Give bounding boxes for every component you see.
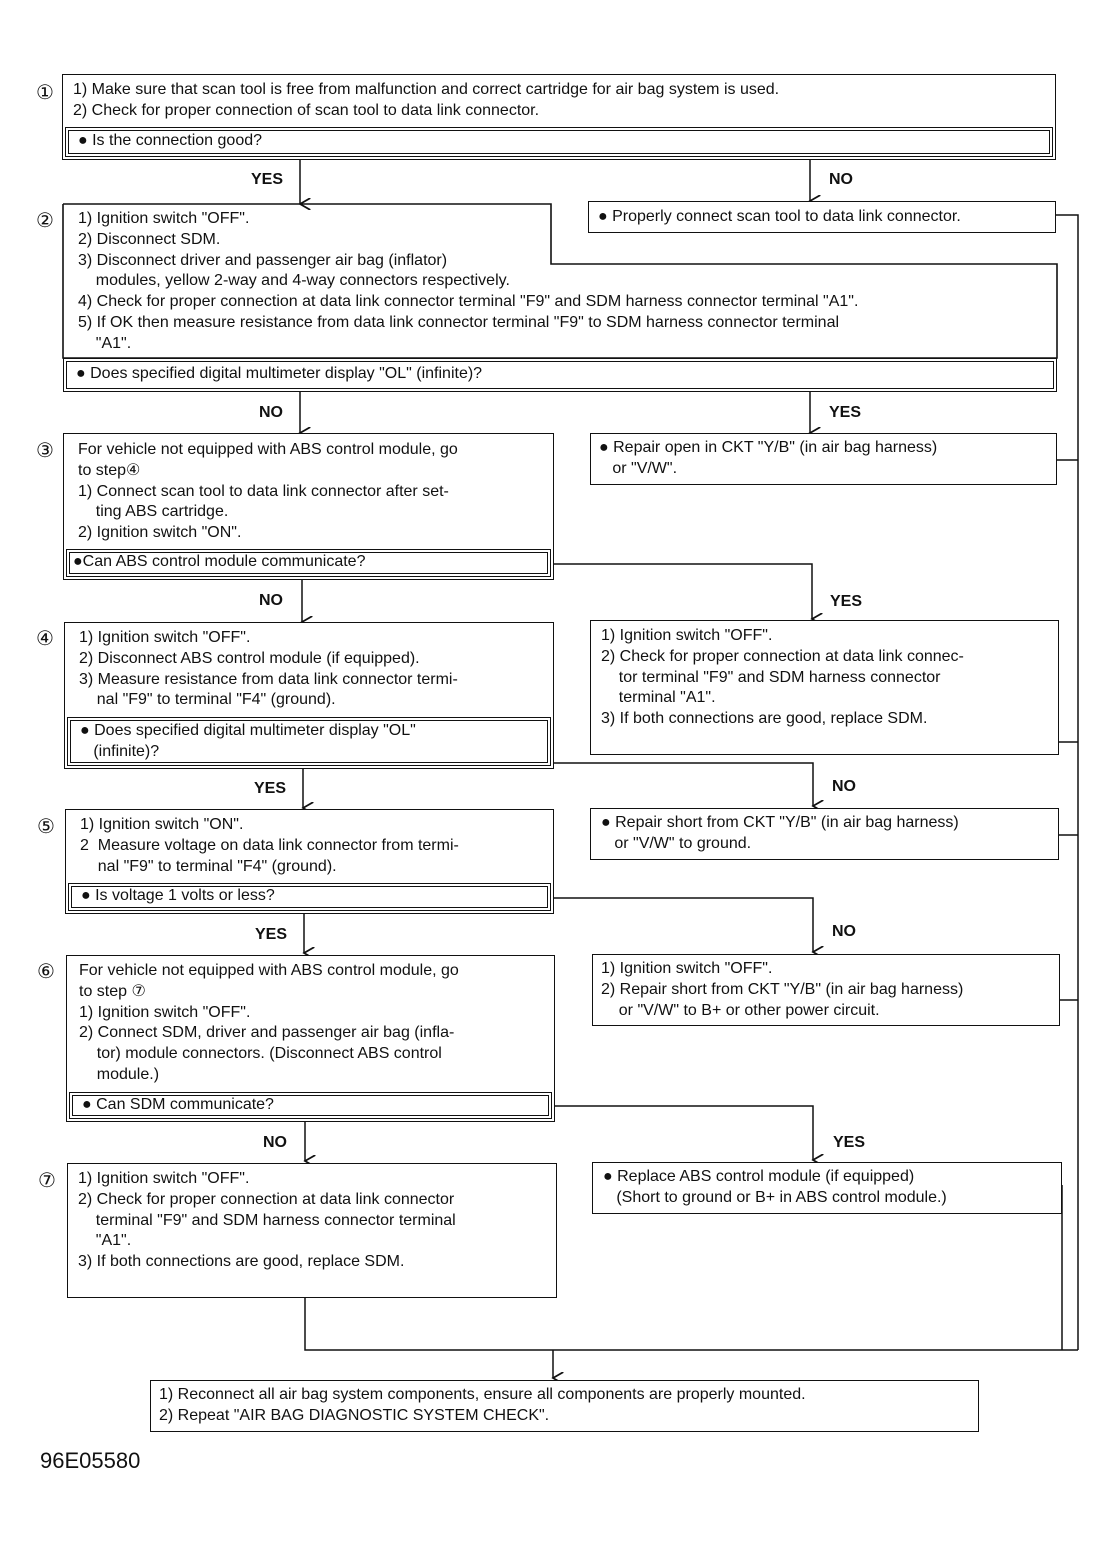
step-2-yes-action bbox=[590, 433, 1057, 485]
step-1-line: 2) Check for proper connection of scan tool to data link connector. bbox=[73, 101, 540, 119]
step-4-line: 3) Measure resistance from data link connector termi- bbox=[79, 670, 458, 688]
step-3-line: 1) Connect scan tool to data link connector after set- bbox=[78, 482, 449, 500]
step-2-line: 4) Check for proper connection at data link connector terminal "F9" and SDM harness connector terminal "A1". bbox=[78, 293, 859, 311]
step-6-line: 1) Ignition switch "OFF". bbox=[79, 1003, 251, 1021]
step-7-line: "A1". bbox=[78, 1232, 132, 1250]
step-2-line: "A1". bbox=[78, 334, 132, 352]
step-1-line: 1) Make sure that scan tool is free from malfunction and correct cartridge for air bag system is used. bbox=[73, 81, 780, 98]
step-6-line: For vehicle not equipped with ABS control module, go bbox=[79, 962, 459, 979]
step-6-yes-action-line: (Short to ground or B+ in ABS control module.) bbox=[603, 1188, 947, 1206]
step-5-no-action bbox=[592, 954, 1060, 1026]
step-4-box bbox=[64, 622, 554, 769]
step-3-question-box bbox=[66, 549, 551, 577]
step-3-question: ●Can ABS control module communicate? bbox=[73, 553, 366, 570]
step-5-no-action-line: 1) Ignition switch "OFF". bbox=[601, 960, 773, 977]
step-6-line: to step ⑦ bbox=[79, 982, 146, 1000]
step-4-question-line: (infinite)? bbox=[80, 742, 160, 760]
step-2-line: 5) If OK then measure resistance from data link connector terminal "F9" to SDM harness connector terminal bbox=[78, 313, 840, 331]
figure-id: 96E05580 bbox=[40, 1448, 141, 1473]
step-6-yes-action bbox=[592, 1162, 1062, 1214]
step-6-question: ● Can SDM communicate? bbox=[82, 1096, 274, 1113]
step-4-no-action-line: ● Repair short from CKT "Y/B" (in air bag harness) bbox=[601, 814, 959, 831]
step-2-question: ● Does specified digital multimeter display "OL" (infinite)? bbox=[76, 365, 483, 382]
step-3-line: ting ABS cartridge. bbox=[78, 503, 229, 521]
step-2-yes-label: YES bbox=[829, 404, 862, 421]
step-5-line: nal "F9" to terminal "F4" (ground). bbox=[80, 857, 337, 875]
step-5-no-label: NO bbox=[832, 923, 856, 940]
step-3-yes-label: YES bbox=[830, 593, 863, 610]
step-3-line: to step④ bbox=[78, 461, 141, 479]
step-4-yes-label: YES bbox=[254, 780, 287, 797]
step-2-line: 1) Ignition switch "OFF". bbox=[78, 210, 250, 227]
step-2-number: ② bbox=[36, 210, 54, 232]
step-5-no-action-line: 2) Repair short from CKT "Y/B" (in air bag harness) bbox=[601, 980, 964, 998]
step-4-no-action bbox=[590, 808, 1059, 860]
step-3-yes-action-line: terminal "A1". bbox=[601, 689, 716, 707]
step-5-question-box bbox=[68, 883, 551, 911]
final-box bbox=[150, 1380, 979, 1432]
arrow-6-yes bbox=[553, 1106, 813, 1160]
step-2-no-label: NO bbox=[259, 404, 283, 421]
step-5-box bbox=[65, 809, 554, 914]
step-5-question: ● Is voltage 1 volts or less? bbox=[81, 887, 275, 904]
step-6-box bbox=[66, 955, 555, 1122]
step-2-yes-action-line: ● Repair open in CKT "Y/B" (in air bag harness) bbox=[599, 439, 938, 456]
step-6-yes-label: YES bbox=[833, 1134, 866, 1151]
final-line: 2) Repeat "AIR BAG DIAGNOSTIC SYSTEM CHECK". bbox=[159, 1406, 550, 1424]
step-4-number: ④ bbox=[36, 628, 54, 650]
step-6-line: 2) Connect SDM, driver and passenger air bag (infla- bbox=[79, 1024, 455, 1042]
step-5-number: ⑤ bbox=[37, 816, 55, 838]
step-7-line: 1) Ignition switch "OFF". bbox=[78, 1170, 250, 1187]
step-4-line: nal "F9" to terminal "F4" (ground). bbox=[79, 691, 336, 709]
arrow-3-yes bbox=[553, 564, 812, 619]
step-2-content bbox=[78, 209, 858, 355]
step-1-no-action-text: ● Properly connect scan tool to data link connector. bbox=[598, 208, 961, 225]
step-4-no-action-line: or "V/W" to ground. bbox=[601, 834, 752, 852]
step-3-yes-action-line: 2) Check for proper connection at data link connec- bbox=[601, 647, 964, 665]
step-2-line: 3) Disconnect driver and passenger air bag (inflator) bbox=[78, 251, 448, 269]
step-7-line: 2) Check for proper connection at data link connector bbox=[78, 1190, 455, 1208]
step-4-question-line: ● Does specified digital multimeter display "OL" bbox=[80, 722, 416, 739]
step-2-question-box bbox=[63, 358, 1057, 392]
final-line: 1) Reconnect all air bag system components, ensure all components are properly mounted. bbox=[159, 1386, 806, 1403]
step-4-line: 1) Ignition switch "OFF". bbox=[79, 629, 251, 646]
step-7-number: ⑦ bbox=[38, 1170, 56, 1192]
step-3-no-label: NO bbox=[259, 592, 283, 609]
step-3-yes-action-line: tor terminal "F9" and SDM harness connector bbox=[601, 668, 941, 686]
step-4-line: 2) Disconnect ABS control module (if equipped). bbox=[79, 649, 420, 667]
step-6-no-label: NO bbox=[263, 1134, 287, 1151]
step-2-yes-action-line: or "V/W". bbox=[599, 459, 678, 477]
step-5-line: 2 Measure voltage on data link connector from termi- bbox=[80, 836, 459, 854]
step-3-yes-action-line: 1) Ignition switch "OFF". bbox=[601, 627, 773, 644]
step-6-number: ⑥ bbox=[37, 961, 55, 983]
step-2-line: 2) Disconnect SDM. bbox=[78, 230, 221, 248]
step-1-yes-label: YES bbox=[251, 171, 284, 188]
step-3-number: ③ bbox=[36, 440, 54, 462]
step-3-line: For vehicle not equipped with ABS control module, go bbox=[78, 441, 458, 458]
arrow-5-no bbox=[553, 898, 813, 952]
step-1-question: ● Is the connection good? bbox=[78, 132, 263, 149]
step-7-line: terminal "F9" and SDM harness connector terminal bbox=[78, 1211, 456, 1229]
step-3-box bbox=[63, 433, 554, 580]
step-4-no-label: NO bbox=[832, 778, 856, 795]
step-4-question-box bbox=[67, 717, 551, 766]
step-2-line: modules, yellow 2-way and 4-way connectors respectively. bbox=[78, 272, 510, 290]
step-7-line: 3) If both connections are good, replace SDM. bbox=[78, 1253, 405, 1271]
step-1-number: ① bbox=[36, 82, 54, 104]
step-6-line: tor) module connectors. (Disconnect ABS control bbox=[79, 1045, 442, 1063]
step-3-line: 2) Ignition switch "ON". bbox=[78, 524, 242, 542]
bottom-merge bbox=[305, 1298, 1078, 1350]
step-3-yes-action-line: 3) If both connections are good, replace SDM. bbox=[601, 710, 928, 728]
step-3-yes-action bbox=[590, 620, 1059, 755]
step-5-no-action-line: or "V/W" to B+ or other power circuit. bbox=[601, 1001, 880, 1019]
step-1-no-label: NO bbox=[829, 171, 853, 188]
step-6-line: module.) bbox=[79, 1065, 160, 1083]
step-5-yes-label: YES bbox=[255, 926, 288, 943]
step-6-yes-action-line: ● Replace ABS control module (if equipped) bbox=[603, 1168, 915, 1185]
arrow-4-no bbox=[553, 763, 813, 806]
step-5-line: 1) Ignition switch "ON". bbox=[80, 816, 244, 833]
step-6-question-box bbox=[69, 1092, 552, 1119]
step-7-box bbox=[67, 1163, 557, 1298]
